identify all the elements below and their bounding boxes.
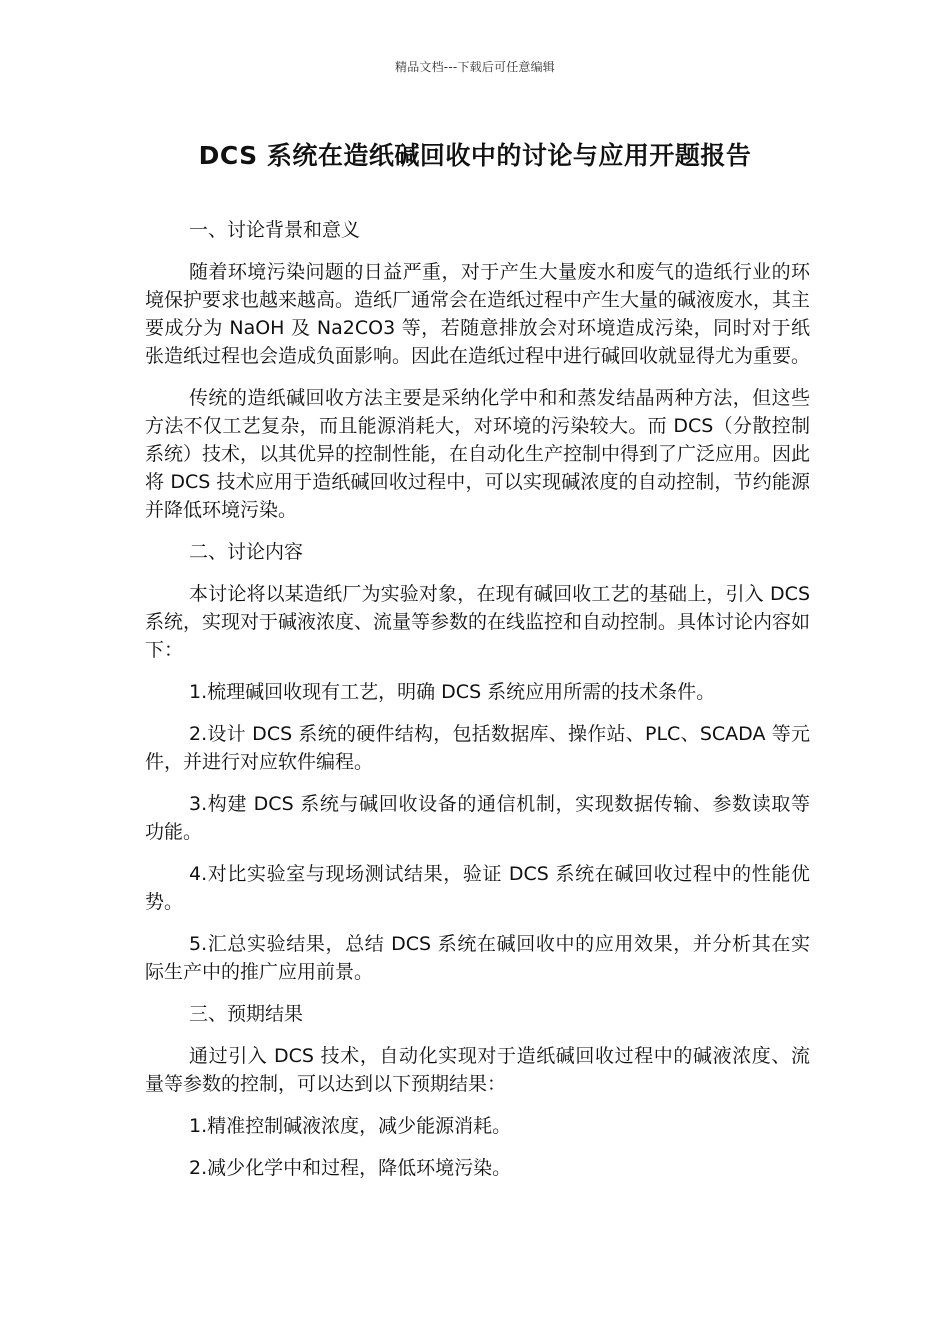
list-item-results-2: 2.减少化学中和过程，降低环境污染。 — [189, 1157, 512, 1179]
document-body — [145, 216, 810, 1196]
paragraph-content-intro: 本讨论将以某造纸厂为实验对象，在现有碱回收工艺的基础上，引入 DCS 系统，实现对于碱液浓度、流量等参数的在线监控和自动控制。具体讨论内容如下： — [145, 583, 811, 661]
paragraph-background-1: 随着环境污染问题的日益严重，对于产生大量废水和废气的造纸行业的环境保护要求也越来越高。造纸厂通常会在造纸过程中产生大量的碱液废水，其主要成分为 NaOH 及 Na2CO3 等，若随意排放会对环境造成污染，同时对于纸张造纸过程也会造成负面影响。因此在造纸过程中进行碱回收就显得尤为重要。 — [145, 261, 811, 367]
list-item-content-2: 2.设计 DCS 系统的硬件结构，包括数据库、操作站、PLC、SCADA 等元件，并进行对应软件编程。 — [145, 723, 810, 773]
document-title: DCS 系统在造纸碱回收中的讨论与应用开题报告 — [198, 141, 752, 170]
list-item-results-1: 1.精准控制碱液浓度，减少能源消耗。 — [189, 1115, 512, 1137]
paragraph-background-2: 传统的造纸碱回收方法主要是采纳化学中和和蒸发结晶两种方法，但这些方法不仅工艺复杂，而且能源消耗大，对环境的污染较大。而 DCS（分散控制系统）技术，以其优异的控制性能，在自动化生产控制中得到了广泛应用。因此将 DCS 技术应用于造纸碱回收过程中，可以实现碱浓度的自动控制，节约能源并降低环境污染。 — [145, 387, 811, 521]
paragraph-results-intro: 通过引入 DCS 技术，自动化实现对于造纸碱回收过程中的碱液浓度、流量等参数的控制，可以达到以下预期结果： — [145, 1045, 810, 1095]
list-item-content-5: 5.汇总实验结果，总结 DCS 系统在碱回收中的应用效果，并分析其在实际生产中的推广应用前景。 — [145, 933, 810, 983]
list-item-content-3: 3.构建 DCS 系统与碱回收设备的通信机制，实现数据传输、参数读取等功能。 — [145, 793, 810, 843]
section-heading-background: 一、讨论背景和意义 — [189, 219, 361, 241]
list-item-content-4: 4.对比实验室与现场测试结果，验证 DCS 系统在碱回收过程中的性能优势。 — [145, 863, 810, 913]
section-heading-content: 二、讨论内容 — [189, 541, 304, 563]
section-heading-expected-results: 三、预期结果 — [189, 1003, 304, 1025]
list-item-content-1: 1.梳理碱回收现有工艺，明确 DCS 系统应用所需的技术条件。 — [189, 681, 716, 703]
header-note: 精品文档---下载后可任意编辑 — [395, 60, 555, 74]
